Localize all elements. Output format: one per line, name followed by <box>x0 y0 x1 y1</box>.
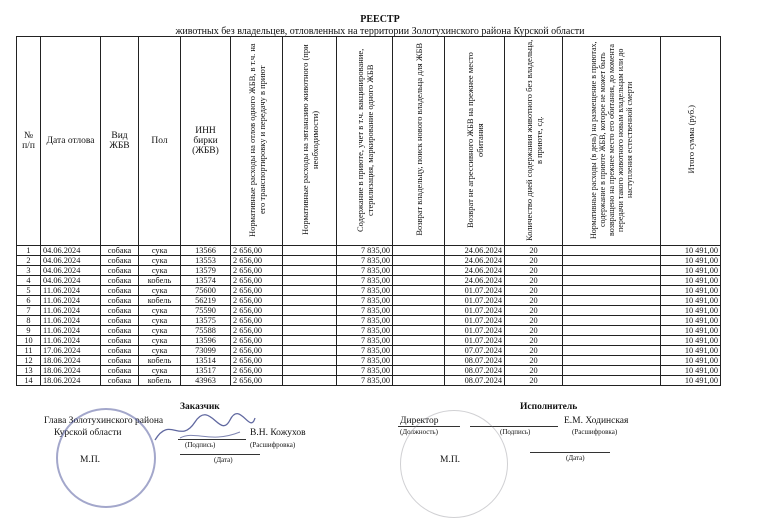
table-row <box>17 256 721 266</box>
cell-tag: 13579 <box>181 266 231 276</box>
cell-daily <box>563 376 661 386</box>
cell-sex: сука <box>139 316 181 326</box>
cell-total: 10 491,00 <box>661 316 721 326</box>
cell-ret: 08.07.2024 <box>445 356 505 366</box>
cell-total: 10 491,00 <box>661 306 721 316</box>
executor-seal <box>400 410 508 518</box>
cell-sex: кобель <box>139 376 181 386</box>
cell-keep: 7 835,00 <box>337 366 393 376</box>
cell-date: 11.06.2024 <box>41 316 101 326</box>
executor-stamp-label: М.П. <box>440 455 461 465</box>
cell-num: 10 <box>17 336 41 346</box>
cell-owner <box>393 366 445 376</box>
cell-keep: 7 835,00 <box>337 316 393 326</box>
col-header-total: Итого сумма (руб.) <box>661 37 721 246</box>
cell-tag: 75600 <box>181 286 231 296</box>
cell-catch: 2 656,00 <box>231 376 283 386</box>
cell-daily <box>563 326 661 336</box>
cell-days: 20 <box>505 376 563 386</box>
cell-euth <box>283 296 337 306</box>
executor-label: Исполнитель <box>520 402 578 412</box>
cell-daily <box>563 366 661 376</box>
cell-ret: 01.07.2024 <box>445 286 505 296</box>
cell-num: 7 <box>17 306 41 316</box>
cell-ret: 08.07.2024 <box>445 376 505 386</box>
cell-owner <box>393 356 445 366</box>
document-title: РЕЕСТР <box>360 14 400 25</box>
cell-euth <box>283 346 337 356</box>
cell-days: 20 <box>505 366 563 376</box>
cell-catch: 2 656,00 <box>231 276 283 286</box>
cell-kind: собака <box>101 376 139 386</box>
table-row <box>17 316 721 326</box>
cell-kind: собака <box>101 296 139 306</box>
cell-keep: 7 835,00 <box>337 296 393 306</box>
cell-euth <box>283 316 337 326</box>
cell-ret: 24.06.2024 <box>445 256 505 266</box>
cell-num: 14 <box>17 376 41 386</box>
cell-total: 10 491,00 <box>661 366 721 376</box>
cell-kind: собака <box>101 326 139 336</box>
cell-tag: 13596 <box>181 336 231 346</box>
cell-catch: 2 656,00 <box>231 356 283 366</box>
cell-euth <box>283 246 337 256</box>
customer-signature <box>150 410 260 450</box>
cell-daily <box>563 276 661 286</box>
cell-daily <box>563 266 661 276</box>
cell-keep: 7 835,00 <box>337 326 393 336</box>
cell-keep: 7 835,00 <box>337 286 393 296</box>
cell-owner <box>393 306 445 316</box>
cell-daily <box>563 356 661 366</box>
cell-days: 20 <box>505 286 563 296</box>
cell-daily <box>563 256 661 266</box>
col-header-catch: Нормативные расходы на отлов одного ЖБВ, в т.ч. на его транспортировку и передачу в приют <box>231 37 283 246</box>
cell-num: 2 <box>17 256 41 266</box>
cell-ret: 01.07.2024 <box>445 316 505 326</box>
cell-total: 10 491,00 <box>661 266 721 276</box>
cell-catch: 2 656,00 <box>231 296 283 306</box>
customer-seal <box>56 408 156 508</box>
executor-name: Е.М. Ходинская <box>564 416 629 426</box>
col-header-days: Количество дней содержания животного без владельца, в приюте, сд. <box>505 37 563 246</box>
table-row <box>17 246 721 256</box>
cell-owner <box>393 246 445 256</box>
col-header-date: Дата отлова <box>41 37 101 246</box>
cell-date: 04.06.2024 <box>41 246 101 256</box>
cell-daily <box>563 286 661 296</box>
cell-tag: 13575 <box>181 316 231 326</box>
cell-keep: 7 835,00 <box>337 266 393 276</box>
cell-ret: 01.07.2024 <box>445 336 505 346</box>
cell-owner <box>393 296 445 306</box>
customer-name: В.Н. Кожухов <box>250 428 306 438</box>
cell-date: 11.06.2024 <box>41 296 101 306</box>
cell-euth <box>283 276 337 286</box>
cell-days: 20 <box>505 276 563 286</box>
cell-euth <box>283 266 337 276</box>
cell-ret: 01.07.2024 <box>445 306 505 316</box>
cell-catch: 2 656,00 <box>231 316 283 326</box>
cell-sex: сука <box>139 286 181 296</box>
cell-keep: 7 835,00 <box>337 346 393 356</box>
customer-date-line <box>180 454 260 455</box>
cell-date: 11.06.2024 <box>41 286 101 296</box>
cell-tag: 75588 <box>181 326 231 336</box>
cell-keep: 7 835,00 <box>337 356 393 366</box>
cell-sex: сука <box>139 246 181 256</box>
table-row <box>17 376 721 386</box>
cell-num: 6 <box>17 296 41 306</box>
cell-daily <box>563 316 661 326</box>
cell-kind: собака <box>101 306 139 316</box>
cell-kind: собака <box>101 256 139 266</box>
cell-euth <box>283 336 337 346</box>
cell-keep: 7 835,00 <box>337 246 393 256</box>
cell-num: 9 <box>17 326 41 336</box>
customer-name-caption: (Расшифровка) <box>250 441 296 449</box>
cell-total: 10 491,00 <box>661 276 721 286</box>
cell-kind: собака <box>101 366 139 376</box>
register-table <box>16 36 721 386</box>
table-row <box>17 346 721 356</box>
cell-days: 20 <box>505 336 563 346</box>
cell-sex: сука <box>139 346 181 356</box>
cell-days: 20 <box>505 296 563 306</box>
cell-owner <box>393 346 445 356</box>
cell-sex: кобель <box>139 296 181 306</box>
cell-daily <box>563 296 661 306</box>
cell-euth <box>283 376 337 386</box>
cell-owner <box>393 266 445 276</box>
table-row <box>17 366 721 376</box>
cell-keep: 7 835,00 <box>337 306 393 316</box>
cell-catch: 2 656,00 <box>231 366 283 376</box>
cell-sex: кобель <box>139 276 181 286</box>
cell-num: 11 <box>17 346 41 356</box>
col-header-return: Возврат не агрессивного ЖБВ на прежнее место обитания <box>445 37 505 246</box>
cell-sex: сука <box>139 306 181 316</box>
table-row <box>17 276 721 286</box>
cell-owner <box>393 326 445 336</box>
cell-tag: 73099 <box>181 346 231 356</box>
cell-num: 1 <box>17 246 41 256</box>
cell-ret: 07.07.2024 <box>445 346 505 356</box>
table-row <box>17 306 721 316</box>
cell-kind: собака <box>101 266 139 276</box>
cell-ret: 08.07.2024 <box>445 366 505 376</box>
cell-tag: 13517 <box>181 366 231 376</box>
cell-days: 20 <box>505 346 563 356</box>
cell-catch: 2 656,00 <box>231 286 283 296</box>
cell-owner <box>393 376 445 386</box>
executor-date-line <box>530 452 610 453</box>
table-row <box>17 356 721 366</box>
cell-tag: 43963 <box>181 376 231 386</box>
cell-sex: кобель <box>139 356 181 366</box>
cell-total: 10 491,00 <box>661 336 721 346</box>
cell-total: 10 491,00 <box>661 246 721 256</box>
table-row <box>17 286 721 296</box>
cell-sex: сука <box>139 326 181 336</box>
col-header-owner: Возврат владельцу, поиск нового владельца для ЖБВ <box>393 37 445 246</box>
cell-catch: 2 656,00 <box>231 306 283 316</box>
cell-tag: 13566 <box>181 246 231 256</box>
cell-kind: собака <box>101 346 139 356</box>
cell-euth <box>283 326 337 336</box>
cell-owner <box>393 276 445 286</box>
cell-date: 18.06.2024 <box>41 366 101 376</box>
cell-num: 13 <box>17 366 41 376</box>
cell-kind: собака <box>101 286 139 296</box>
cell-kind: собака <box>101 316 139 326</box>
customer-stamp-label: М.П. <box>80 455 101 465</box>
cell-num: 5 <box>17 286 41 296</box>
cell-owner <box>393 256 445 266</box>
cell-tag: 13574 <box>181 276 231 286</box>
cell-ret: 01.07.2024 <box>445 296 505 306</box>
cell-num: 4 <box>17 276 41 286</box>
cell-total: 10 491,00 <box>661 326 721 336</box>
cell-total: 10 491,00 <box>661 296 721 306</box>
cell-total: 10 491,00 <box>661 256 721 266</box>
cell-days: 20 <box>505 266 563 276</box>
cell-euth <box>283 356 337 366</box>
cell-date: 11.06.2024 <box>41 336 101 346</box>
table-header-row <box>17 37 721 246</box>
col-header-num: № п/п <box>17 37 41 246</box>
col-header-euth: Нормативные расходы на эвтаназию животного (при необходимости) <box>283 37 337 246</box>
cell-tag: 13553 <box>181 256 231 266</box>
cell-date: 11.06.2024 <box>41 306 101 316</box>
cell-kind: собака <box>101 336 139 346</box>
cell-num: 8 <box>17 316 41 326</box>
cell-total: 10 491,00 <box>661 346 721 356</box>
cell-date: 11.06.2024 <box>41 326 101 336</box>
cell-daily <box>563 246 661 256</box>
table-row <box>17 336 721 346</box>
cell-date: 04.06.2024 <box>41 266 101 276</box>
cell-kind: собака <box>101 276 139 286</box>
cell-total: 10 491,00 <box>661 376 721 386</box>
cell-date: 18.06.2024 <box>41 376 101 386</box>
cell-catch: 2 656,00 <box>231 266 283 276</box>
cell-owner <box>393 336 445 346</box>
table-row <box>17 296 721 306</box>
customer-sign-caption: (Подпись) <box>185 441 216 449</box>
table-row <box>17 326 721 336</box>
cell-kind: собака <box>101 246 139 256</box>
executor-date-caption: (Дата) <box>566 454 585 462</box>
cell-days: 20 <box>505 306 563 316</box>
cell-tag: 56219 <box>181 296 231 306</box>
executor-name-caption: (Расшифровка) <box>572 428 618 436</box>
cell-tag: 75590 <box>181 306 231 316</box>
cell-catch: 2 656,00 <box>231 346 283 356</box>
cell-sex: сука <box>139 256 181 266</box>
cell-ret: 24.06.2024 <box>445 276 505 286</box>
cell-days: 20 <box>505 316 563 326</box>
cell-keep: 7 835,00 <box>337 276 393 286</box>
executor-position-caption: (Должность) <box>400 428 438 436</box>
col-header-kind: Вид ЖБВ <box>101 37 139 246</box>
cell-num: 3 <box>17 266 41 276</box>
cell-sex: сука <box>139 366 181 376</box>
cell-catch: 2 656,00 <box>231 246 283 256</box>
cell-num: 12 <box>17 356 41 366</box>
col-header-keep: Содержание в приюте, учет в т.ч. вакцинирование, стерилизация, маркирование одного ЖБВ <box>337 37 393 246</box>
cell-daily <box>563 306 661 316</box>
document-subtitle: животных без владельцев, отловленных на территории Золотухинского района Курской области <box>175 26 585 37</box>
col-header-tag: ИНН бирки (ЖБВ) <box>181 37 231 246</box>
executor-sign-caption: (Подпись) <box>500 428 531 436</box>
customer-region: Курской области <box>54 428 122 438</box>
col-header-daily: Нормативные расходы (в день) на размещение в приютах, содержание в приюте ЖБВ, которое не может быть возвращено на прежнее место его обитания, до момента передачи такого животного новым владельцам или до наступления естественной смерти <box>563 37 661 246</box>
cell-keep: 7 835,00 <box>337 376 393 386</box>
table-row <box>17 266 721 276</box>
cell-owner <box>393 286 445 296</box>
cell-sex: сука <box>139 266 181 276</box>
customer-label: Заказчик <box>180 402 220 412</box>
cell-days: 20 <box>505 256 563 266</box>
cell-date: 18.06.2024 <box>41 356 101 366</box>
cell-kind: собака <box>101 356 139 366</box>
cell-catch: 2 656,00 <box>231 336 283 346</box>
cell-owner <box>393 316 445 326</box>
customer-date-caption: (Дата) <box>214 456 233 464</box>
cell-date: 04.06.2024 <box>41 256 101 266</box>
customer-position: Глава Золотухинского района <box>44 416 164 426</box>
cell-ret: 01.07.2024 <box>445 326 505 336</box>
cell-date: 04.06.2024 <box>41 276 101 286</box>
cell-keep: 7 835,00 <box>337 256 393 266</box>
cell-euth <box>283 286 337 296</box>
cell-catch: 2 656,00 <box>231 256 283 266</box>
cell-total: 10 491,00 <box>661 356 721 366</box>
cell-daily <box>563 336 661 346</box>
cell-date: 17.06.2024 <box>41 346 101 356</box>
cell-sex: сука <box>139 336 181 346</box>
cell-days: 20 <box>505 246 563 256</box>
cell-euth <box>283 306 337 316</box>
cell-ret: 24.06.2024 <box>445 246 505 256</box>
cell-euth <box>283 366 337 376</box>
cell-days: 20 <box>505 326 563 336</box>
executor-position: Директор <box>400 416 439 426</box>
cell-euth <box>283 256 337 266</box>
col-header-sex: Пол <box>139 37 181 246</box>
cell-total: 10 491,00 <box>661 286 721 296</box>
cell-ret: 24.06.2024 <box>445 266 505 276</box>
cell-catch: 2 656,00 <box>231 326 283 336</box>
cell-days: 20 <box>505 356 563 366</box>
cell-keep: 7 835,00 <box>337 336 393 346</box>
cell-daily <box>563 346 661 356</box>
cell-tag: 13514 <box>181 356 231 366</box>
